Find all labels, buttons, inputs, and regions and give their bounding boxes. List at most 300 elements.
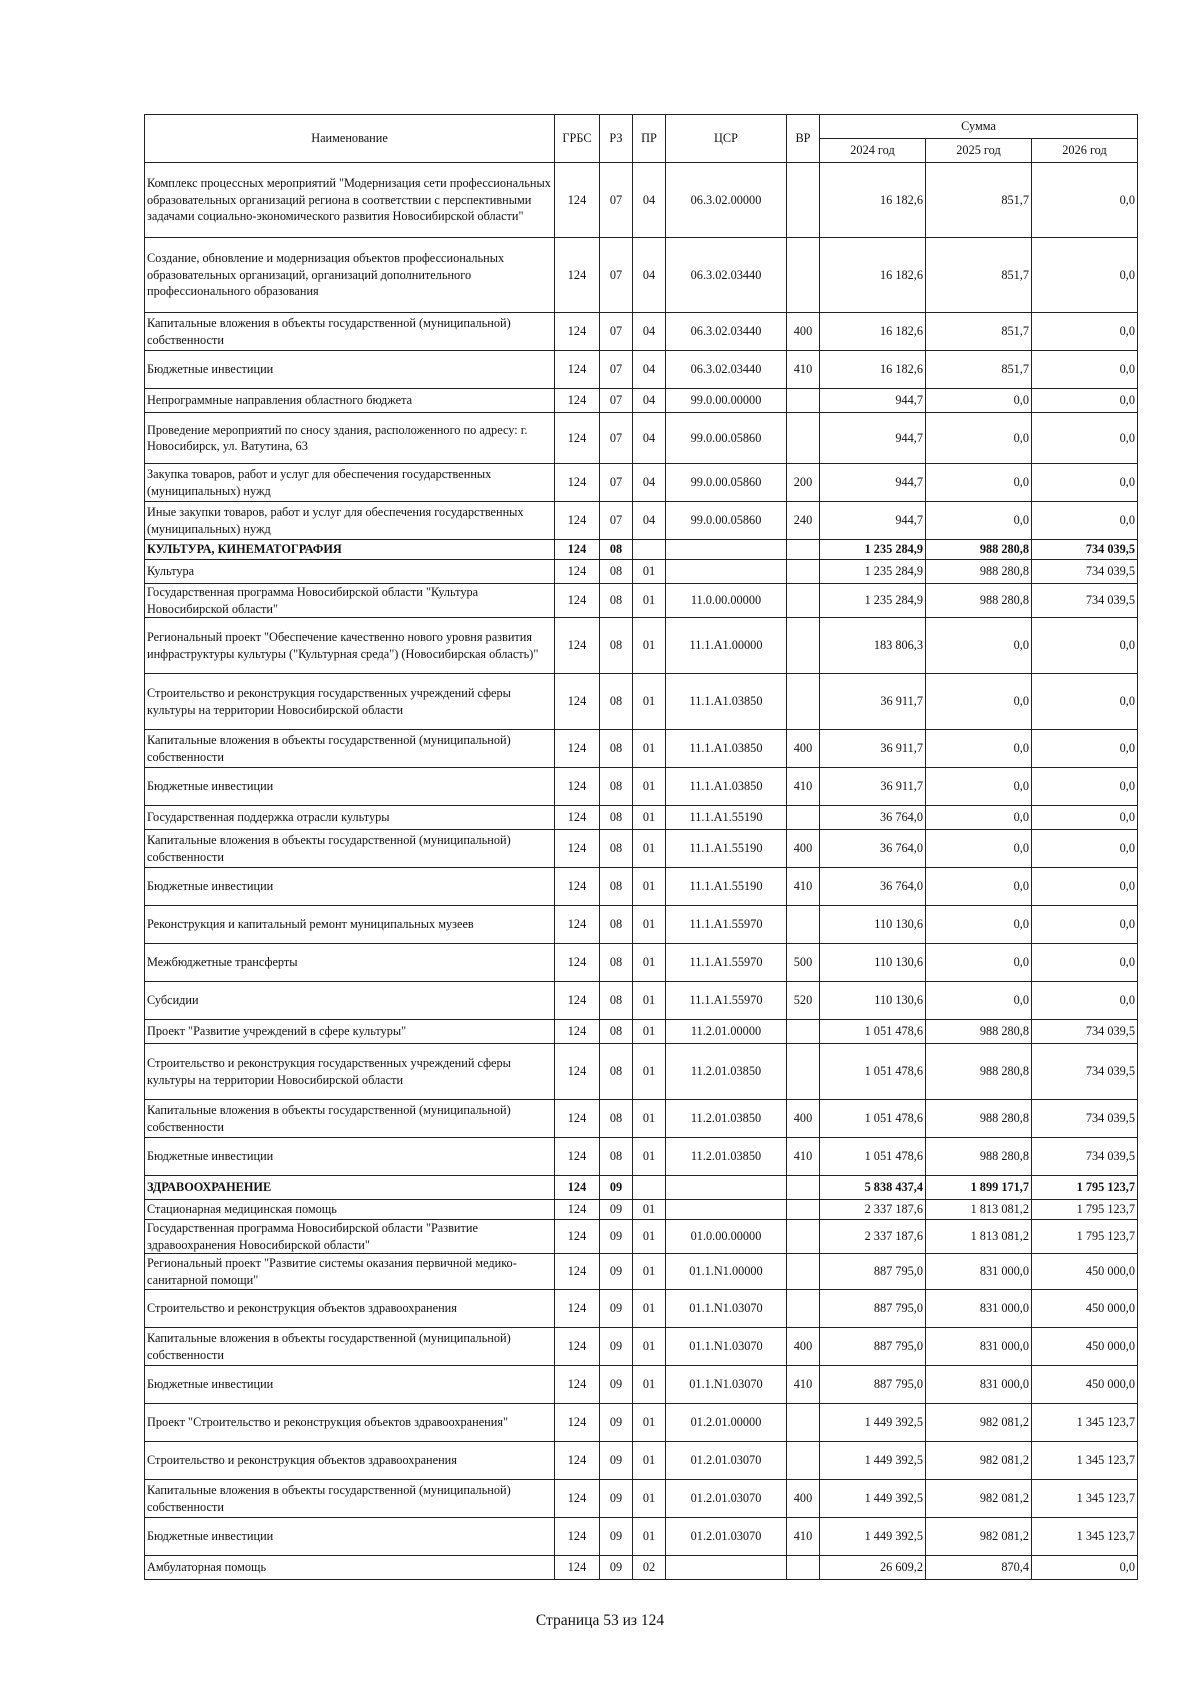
row-sum-2024: 887 795,0 [820,1366,926,1404]
row-sum-2026: 0,0 [1032,389,1138,413]
row-rz: 08 [600,1100,633,1138]
row-sum-2024: 110 130,6 [820,944,926,982]
row-csr: 01.2.01.00000 [666,1404,787,1442]
row-name: Создание, обновление и модернизация объектов профессиональных образовательных организаций, организаций дополнительного профессионального образования [145,238,555,313]
row-csr: 99.0.00.00000 [666,389,787,413]
row-sum-2024: 2 337 187,6 [820,1220,926,1254]
row-pr: 04 [633,163,666,238]
row-grbs: 124 [555,1020,600,1044]
row-pr: 04 [633,389,666,413]
row-sum-2026: 0,0 [1032,830,1138,868]
row-name: Бюджетные инвестиции [145,868,555,906]
row-csr [666,1200,787,1220]
row-pr: 01 [633,674,666,730]
row-sum-2025: 851,7 [926,351,1032,389]
row-vr: 410 [787,868,820,906]
row-csr: 01.1.N1.03070 [666,1290,787,1328]
row-sum-2025: 988 280,8 [926,560,1032,584]
row-grbs: 124 [555,1404,600,1442]
row-grbs: 124 [555,1138,600,1176]
row-name: Амбулаторная помощь [145,1556,555,1580]
row-vr [787,560,820,584]
row-rz: 07 [600,413,633,464]
table-row [145,464,1138,502]
row-sum-2025: 831 000,0 [926,1290,1032,1328]
row-sum-2024: 5 838 437,4 [820,1176,926,1200]
row-sum-2024: 36 911,7 [820,674,926,730]
row-sum-2025: 988 280,8 [926,1020,1032,1044]
row-grbs: 124 [555,730,600,768]
row-pr: 01 [633,982,666,1020]
row-sum-2025: 0,0 [926,730,1032,768]
row-vr [787,618,820,674]
row-sum-2024: 887 795,0 [820,1290,926,1328]
row-grbs: 124 [555,1480,600,1518]
table-row [145,560,1138,584]
table-row [145,868,1138,906]
row-sum-2024: 1 051 478,6 [820,1044,926,1100]
row-grbs: 124 [555,1200,600,1220]
row-grbs: 124 [555,982,600,1020]
row-sum-2026: 0,0 [1032,163,1138,238]
row-name: Закупка товаров, работ и услуг для обеспечения государственных (муниципальных) нужд [145,464,555,502]
row-rz: 08 [600,584,633,618]
table-row [145,1518,1138,1556]
row-sum-2025: 0,0 [926,768,1032,806]
row-sum-2025: 831 000,0 [926,1328,1032,1366]
row-grbs: 124 [555,906,600,944]
row-pr: 01 [633,1200,666,1220]
row-pr: 01 [633,1020,666,1044]
row-csr: 99.0.00.05860 [666,502,787,540]
row-sum-2026: 734 039,5 [1032,560,1138,584]
row-pr: 01 [633,1254,666,1290]
row-csr: 11.1.A1.55190 [666,868,787,906]
row-sum-2025: 982 081,2 [926,1518,1032,1556]
row-csr: 01.2.01.03070 [666,1480,787,1518]
row-csr: 11.2.01.03850 [666,1100,787,1138]
table-row [145,1556,1138,1580]
row-csr: 01.2.01.03070 [666,1442,787,1480]
row-csr: 06.3.02.03440 [666,313,787,351]
row-vr: 410 [787,1518,820,1556]
row-rz: 09 [600,1176,633,1200]
header-pr: ПР [633,115,666,163]
row-rz: 09 [600,1220,633,1254]
row-csr: 99.0.00.05860 [666,464,787,502]
row-sum-2025: 851,7 [926,163,1032,238]
row-name: Бюджетные инвестиции [145,768,555,806]
table-body [145,163,1138,1580]
row-grbs: 124 [555,1556,600,1580]
row-vr: 520 [787,982,820,1020]
row-grbs: 124 [555,1220,600,1254]
row-grbs: 124 [555,351,600,389]
row-sum-2024: 944,7 [820,464,926,502]
row-sum-2026: 1 345 123,7 [1032,1480,1138,1518]
row-sum-2025: 831 000,0 [926,1366,1032,1404]
row-grbs: 124 [555,1366,600,1404]
header-year-2024: 2024 год [820,139,926,163]
row-sum-2024: 1 235 284,9 [820,560,926,584]
row-csr: 06.3.02.00000 [666,163,787,238]
row-name: Капитальные вложения в объекты государственной (муниципальной) собственности [145,1480,555,1518]
row-vr [787,1254,820,1290]
row-sum-2024: 36 764,0 [820,830,926,868]
row-grbs: 124 [555,413,600,464]
row-sum-2025: 0,0 [926,502,1032,540]
row-rz: 08 [600,830,633,868]
row-sum-2024: 26 609,2 [820,1556,926,1580]
table-header [145,115,1138,163]
row-pr: 01 [633,944,666,982]
row-vr: 410 [787,351,820,389]
row-sum-2024: 16 182,6 [820,313,926,351]
row-sum-2026: 0,0 [1032,1556,1138,1580]
row-sum-2025: 851,7 [926,238,1032,313]
row-sum-2026: 0,0 [1032,674,1138,730]
row-sum-2026: 1 345 123,7 [1032,1442,1138,1480]
row-name: Строительство и реконструкция объектов здравоохранения [145,1442,555,1480]
row-vr [787,389,820,413]
row-name: Проведение мероприятий по сносу здания, расположенного по адресу: г. Новосибирск, ул. Ватутина, 63 [145,413,555,464]
table-row [145,944,1138,982]
row-rz: 08 [600,540,633,560]
row-sum-2026: 1 795 123,7 [1032,1200,1138,1220]
row-csr [666,1176,787,1200]
row-csr: 11.2.01.03850 [666,1044,787,1100]
row-vr: 240 [787,502,820,540]
row-vr: 410 [787,768,820,806]
row-vr [787,906,820,944]
row-rz: 07 [600,351,633,389]
row-sum-2025: 988 280,8 [926,1138,1032,1176]
row-csr: 11.2.01.00000 [666,1020,787,1044]
row-vr [787,413,820,464]
row-sum-2024: 1 449 392,5 [820,1404,926,1442]
row-pr: 04 [633,238,666,313]
row-name: Региональный проект "Обеспечение качественно нового уровня развития инфраструктуры культуры ("Культурная среда") (Новосибирская область)" [145,618,555,674]
table-row [145,413,1138,464]
row-pr: 02 [633,1556,666,1580]
row-sum-2024: 1 449 392,5 [820,1480,926,1518]
row-rz: 07 [600,238,633,313]
row-vr [787,1176,820,1200]
row-sum-2024: 1 051 478,6 [820,1138,926,1176]
row-vr: 500 [787,944,820,982]
row-pr: 01 [633,1442,666,1480]
header-rz: РЗ [600,115,633,163]
row-pr [633,1176,666,1200]
row-name: Региональный проект "Развитие системы оказания первичной медико-санитарной помощи" [145,1254,555,1290]
row-name: Субсидии [145,982,555,1020]
row-sum-2025: 0,0 [926,618,1032,674]
row-csr: 11.1.A1.55970 [666,982,787,1020]
row-pr: 01 [633,1100,666,1138]
row-rz: 07 [600,464,633,502]
table-row [145,830,1138,868]
row-pr: 04 [633,351,666,389]
row-csr: 11.1.A1.55190 [666,830,787,868]
table-row [145,1220,1138,1254]
row-name: Проект "Развитие учреждений в сфере культуры" [145,1020,555,1044]
row-csr: 11.1.A1.03850 [666,674,787,730]
row-rz: 08 [600,1138,633,1176]
row-csr: 11.1.A1.55970 [666,906,787,944]
row-vr: 400 [787,1100,820,1138]
row-rz: 08 [600,768,633,806]
row-grbs: 124 [555,1100,600,1138]
row-name: Капитальные вложения в объекты государственной (муниципальной) собственности [145,730,555,768]
row-rz: 09 [600,1290,633,1328]
row-rz: 09 [600,1200,633,1220]
row-grbs: 124 [555,1328,600,1366]
row-vr [787,806,820,830]
row-pr: 01 [633,618,666,674]
row-rz: 08 [600,674,633,730]
row-sum-2025: 1 813 081,2 [926,1220,1032,1254]
table-row [145,1138,1138,1176]
row-grbs: 124 [555,502,600,540]
row-name: Бюджетные инвестиции [145,1366,555,1404]
row-sum-2026: 0,0 [1032,618,1138,674]
row-pr: 01 [633,1366,666,1404]
row-csr: 11.2.01.03850 [666,1138,787,1176]
row-sum-2024: 944,7 [820,413,926,464]
table-row [145,1044,1138,1100]
row-sum-2024: 1 051 478,6 [820,1020,926,1044]
row-pr: 01 [633,584,666,618]
row-sum-2025: 1 899 171,7 [926,1176,1032,1200]
row-vr [787,1044,820,1100]
row-sum-2024: 36 911,7 [820,730,926,768]
row-sum-2025: 0,0 [926,674,1032,730]
row-rz: 09 [600,1518,633,1556]
row-grbs: 124 [555,1176,600,1200]
row-sum-2026: 734 039,5 [1032,1044,1138,1100]
row-sum-2026: 0,0 [1032,768,1138,806]
table-row [145,1290,1138,1328]
row-sum-2024: 2 337 187,6 [820,1200,926,1220]
table-row [145,389,1138,413]
table-row [145,730,1138,768]
row-sum-2024: 1 051 478,6 [820,1100,926,1138]
row-vr: 200 [787,464,820,502]
row-rz: 08 [600,1044,633,1100]
row-sum-2026: 1 345 123,7 [1032,1518,1138,1556]
row-name: Капитальные вложения в объекты государственной (муниципальной) собственности [145,830,555,868]
row-pr: 01 [633,1480,666,1518]
row-name: Бюджетные инвестиции [145,1518,555,1556]
row-sum-2025: 982 081,2 [926,1404,1032,1442]
table-row [145,584,1138,618]
row-pr: 01 [633,906,666,944]
row-sum-2026: 734 039,5 [1032,540,1138,560]
row-pr: 01 [633,868,666,906]
row-sum-2025: 1 813 081,2 [926,1200,1032,1220]
row-grbs: 124 [555,944,600,982]
row-sum-2024: 887 795,0 [820,1328,926,1366]
row-vr [787,1290,820,1328]
row-grbs: 124 [555,618,600,674]
row-sum-2024: 944,7 [820,502,926,540]
row-sum-2025: 0,0 [926,868,1032,906]
row-sum-2025: 982 081,2 [926,1480,1032,1518]
row-sum-2026: 0,0 [1032,351,1138,389]
row-sum-2024: 887 795,0 [820,1254,926,1290]
row-name: Стационарная медицинская помощь [145,1200,555,1220]
row-name: Реконструкция и капитальный ремонт муниципальных музеев [145,906,555,944]
row-csr: 01.1.N1.03070 [666,1366,787,1404]
page-number: Страница 53 из 124 [535,1612,665,1629]
row-grbs: 124 [555,584,600,618]
row-rz: 09 [600,1556,633,1580]
row-name: КУЛЬТУРА, КИНЕМАТОГРАФИЯ [145,540,555,560]
row-grbs: 124 [555,830,600,868]
row-sum-2026: 450 000,0 [1032,1290,1138,1328]
row-vr [787,674,820,730]
row-pr: 01 [633,730,666,768]
row-sum-2024: 36 911,7 [820,768,926,806]
row-rz: 08 [600,730,633,768]
row-vr [787,1020,820,1044]
row-csr: 11.1.A1.03850 [666,730,787,768]
row-csr: 99.0.00.05860 [666,413,787,464]
row-sum-2025: 988 280,8 [926,1100,1032,1138]
row-name: Строительство и реконструкция государственных учреждений сферы культуры на территории Новосибирской области [145,1044,555,1100]
row-grbs: 124 [555,1254,600,1290]
row-vr: 400 [787,1328,820,1366]
row-sum-2026: 0,0 [1032,464,1138,502]
header-csr: ЦСР [666,115,787,163]
row-vr [787,1442,820,1480]
row-pr: 01 [633,1220,666,1254]
row-sum-2025: 982 081,2 [926,1442,1032,1480]
row-sum-2025: 851,7 [926,313,1032,351]
header-sum: Сумма [820,115,1138,139]
row-sum-2026: 0,0 [1032,806,1138,830]
table-row [145,351,1138,389]
row-name: Государственная программа Новосибирской области "Развитие здравоохранения Новосибирской области" [145,1220,555,1254]
row-sum-2024: 1 449 392,5 [820,1518,926,1556]
row-sum-2026: 734 039,5 [1032,1138,1138,1176]
row-sum-2025: 0,0 [926,464,1032,502]
row-vr: 400 [787,313,820,351]
table-row [145,1176,1138,1200]
row-sum-2025: 0,0 [926,830,1032,868]
row-name: Культура [145,560,555,584]
row-sum-2026: 1 795 123,7 [1032,1220,1138,1254]
row-rz: 08 [600,944,633,982]
row-rz: 09 [600,1442,633,1480]
row-pr: 01 [633,1138,666,1176]
row-rz: 07 [600,313,633,351]
header-vr: ВР [787,115,820,163]
row-sum-2026: 0,0 [1032,906,1138,944]
row-csr: 11.1.A1.55970 [666,944,787,982]
table-row [145,1404,1138,1442]
row-csr: 01.1.N1.00000 [666,1254,787,1290]
row-pr: 01 [633,1404,666,1442]
row-vr [787,1220,820,1254]
row-vr: 400 [787,730,820,768]
row-rz: 09 [600,1254,633,1290]
row-sum-2026: 0,0 [1032,502,1138,540]
row-sum-2024: 16 182,6 [820,163,926,238]
row-name: Капитальные вложения в объекты государственной (муниципальной) собственности [145,1100,555,1138]
row-name: Капитальные вложения в объекты государственной (муниципальной) собственности [145,313,555,351]
row-pr: 04 [633,502,666,540]
row-rz: 09 [600,1366,633,1404]
row-name: Строительство и реконструкция государственных учреждений сферы культуры на территории Новосибирской области [145,674,555,730]
budget-table [144,114,1138,1580]
row-rz: 07 [600,502,633,540]
header-year-2026: 2026 год [1032,139,1138,163]
row-vr [787,1404,820,1442]
row-sum-2026: 0,0 [1032,944,1138,982]
row-csr: 11.1.A1.00000 [666,618,787,674]
row-sum-2025: 0,0 [926,944,1032,982]
row-sum-2026: 0,0 [1032,313,1138,351]
row-csr [666,540,787,560]
row-csr: 11.0.00.00000 [666,584,787,618]
row-grbs: 124 [555,464,600,502]
row-name: ЗДРАВООХРАНЕНИЕ [145,1176,555,1200]
row-sum-2025: 0,0 [926,413,1032,464]
row-grbs: 124 [555,238,600,313]
row-grbs: 124 [555,389,600,413]
row-name: Строительство и реконструкция объектов здравоохранения [145,1290,555,1328]
row-sum-2026: 0,0 [1032,238,1138,313]
row-sum-2025: 831 000,0 [926,1254,1032,1290]
row-vr [787,1200,820,1220]
table-row [145,982,1138,1020]
header-year-2025: 2025 год [926,139,1032,163]
row-csr [666,1556,787,1580]
row-sum-2024: 36 764,0 [820,868,926,906]
row-name: Бюджетные инвестиции [145,1138,555,1176]
row-sum-2025: 0,0 [926,906,1032,944]
table-row [145,674,1138,730]
header-name: Наименование [145,115,555,163]
row-rz: 09 [600,1404,633,1442]
header-grbs: ГРБС [555,115,600,163]
row-grbs: 124 [555,806,600,830]
row-vr [787,238,820,313]
table-row [145,618,1138,674]
row-rz: 08 [600,560,633,584]
row-rz: 09 [600,1480,633,1518]
row-csr: 01.0.00.00000 [666,1220,787,1254]
row-vr: 400 [787,1480,820,1518]
row-grbs: 124 [555,1290,600,1328]
row-vr: 400 [787,830,820,868]
row-csr: 11.1.A1.55190 [666,806,787,830]
row-grbs: 124 [555,1442,600,1480]
table-row [145,1100,1138,1138]
row-sum-2026: 0,0 [1032,413,1138,464]
row-name: Комплекс процессных мероприятий "Модернизация сети профессиональных образовательных организаций региона в соответствии с перспективными задачами социально-экономического развития Новосибирской области" [145,163,555,238]
row-name: Непрограммные направления областного бюджета [145,389,555,413]
row-rz: 08 [600,1020,633,1044]
row-rz: 08 [600,806,633,830]
table-row [145,806,1138,830]
row-name: Проект "Строительство и реконструкция объектов здравоохранения" [145,1404,555,1442]
row-name: Межбюджетные трансферты [145,944,555,982]
row-sum-2024: 110 130,6 [820,906,926,944]
row-sum-2026: 1 795 123,7 [1032,1176,1138,1200]
row-sum-2025: 988 280,8 [926,1044,1032,1100]
